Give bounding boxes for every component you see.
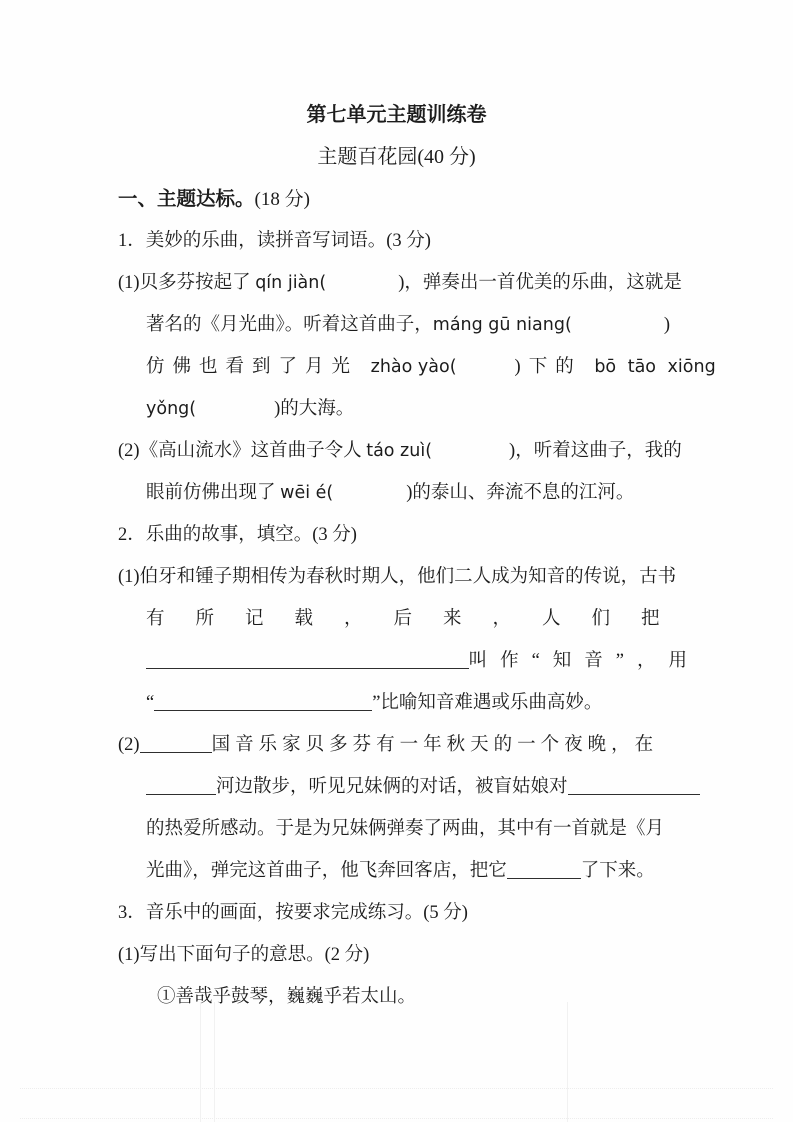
q1-part1-line2 bbox=[118, 304, 700, 346]
q2-part2-line1-text: 国音乐家贝多芬有一年秋天的一个夜晚，在 bbox=[211, 735, 659, 755]
question-1-stem: 1．美妙的乐曲，读拼音写词语。(3 分) bbox=[118, 231, 431, 251]
q2-part2-line4 bbox=[118, 850, 700, 892]
q1-part2-line2 bbox=[118, 472, 700, 514]
q1-part1-line1-text2: )，弹奏出一首优美的乐曲，这就是 bbox=[398, 273, 682, 293]
scan-artifact-dotted-line bbox=[20, 1088, 773, 1089]
q1-part1-line4-text: )的大海。 bbox=[274, 399, 355, 419]
answer-blank bbox=[146, 775, 216, 795]
q2-part1-line4 bbox=[118, 682, 700, 724]
q1-part1-line3-pinyin2: bō tāo xiōng bbox=[594, 357, 716, 377]
question-2-stem: 2．乐曲的故事，填空。(3 分) bbox=[118, 525, 357, 545]
q2-part2-line3: 的热爱所感动。于是为兄妹俩弹奏了两曲，其中有一首就是《月 bbox=[146, 819, 665, 839]
scan-artifact-fold-line bbox=[567, 1002, 568, 1122]
q2-part2-line2-text: 河边散步，听见兄妹俩的对话，被盲姑娘对 bbox=[216, 777, 568, 797]
q2-part1-line4-text: ”比喻知音难遇或乐曲高妙。 bbox=[372, 693, 603, 713]
q2-part2-line1-number: (2) bbox=[118, 735, 140, 755]
question-3-stem: 3．音乐中的画面，按要求完成练习。(5 分) bbox=[118, 903, 468, 923]
answer-blank bbox=[146, 649, 469, 669]
section-1-score: (18 分) bbox=[254, 189, 310, 210]
q1-part2-line2-text: 眼前仿佛出现了 bbox=[146, 483, 281, 503]
q1-part2-line1-text: (2)《高山流水》这首曲子令人 bbox=[118, 441, 367, 461]
q1-part2-line1-pinyin: táo zuì( bbox=[366, 441, 433, 461]
q2-part1-line2: 有所记载，后来，人们把 bbox=[146, 609, 691, 629]
q1-part2-line1-text2: )，听着这曲子，我的 bbox=[509, 441, 682, 461]
q2-part1-line3-text: 叫作“知音”，用 bbox=[468, 651, 700, 671]
q2-part1-line4-open-quote: “ bbox=[146, 693, 155, 713]
q1-part2-line1 bbox=[118, 430, 700, 472]
scan-artifact-fold-line bbox=[214, 1002, 215, 1122]
q2-part1-line1: (1)伯牙和锺子期相传为春秋时期人，他们二人成为知音的传说，古书 bbox=[118, 567, 677, 587]
q1-part1-line3-text: 仿佛也看到了月光 bbox=[146, 357, 371, 377]
q3-part1-stem: (1)写出下面句子的意思。(2 分) bbox=[118, 945, 370, 965]
q1-part1-line1-text: (1)贝多芬按起了 bbox=[118, 273, 256, 293]
q1-part1-line3-text2: )下的 bbox=[514, 357, 595, 377]
answer-blank bbox=[154, 691, 372, 711]
q1-part1-line4 bbox=[118, 388, 700, 430]
q1-part1-line3 bbox=[118, 346, 716, 388]
q1-part1-line3-pinyin: zhào yào( bbox=[370, 357, 457, 377]
q3-sub-item-1: ①善哉乎鼓琴，巍巍乎若太山。 bbox=[157, 987, 417, 1007]
q2-part1-line3 bbox=[118, 640, 700, 682]
worksheet-body bbox=[118, 178, 716, 1018]
q2-part2-line4-text2: 了下来。 bbox=[580, 861, 655, 881]
page-header bbox=[0, 94, 793, 178]
q1-part1-line1-pinyin: qín jiàn( bbox=[255, 273, 327, 293]
q2-part2-line2 bbox=[118, 766, 700, 808]
q1-part1-line4-pinyin: yǒng( bbox=[146, 399, 197, 419]
scan-artifact-fold-line bbox=[200, 1002, 201, 1122]
q2-part2-line1 bbox=[118, 724, 700, 766]
answer-blank bbox=[568, 775, 700, 795]
section-1-heading bbox=[118, 178, 700, 220]
q1-part2-line2-pinyin: wēi é( bbox=[280, 483, 334, 503]
q1-part1-line2-close-paren: ) bbox=[663, 315, 670, 335]
q2-part2-line4-text: 光曲》，弹完这首曲子，他飞奔回客店，把它 bbox=[146, 861, 507, 881]
q1-part1-line1 bbox=[118, 262, 700, 304]
scan-artifact-dotted-line bbox=[20, 1118, 773, 1119]
answer-blank bbox=[140, 733, 212, 753]
page-subtitle: 主题百花园(40 分) bbox=[317, 146, 476, 168]
page-title: 第七单元主题训练卷 bbox=[306, 104, 487, 126]
section-1-heading-text: 一、主题达标。 bbox=[118, 188, 255, 210]
q1-part2-line2-text2: )的泰山、奔流不息的江河。 bbox=[406, 483, 635, 503]
q1-part1-line2-text: 著名的《月光曲》。听着这首曲子， bbox=[146, 315, 433, 335]
answer-blank bbox=[507, 859, 581, 879]
q1-part1-line2-pinyin: máng gū niang( bbox=[432, 315, 572, 335]
